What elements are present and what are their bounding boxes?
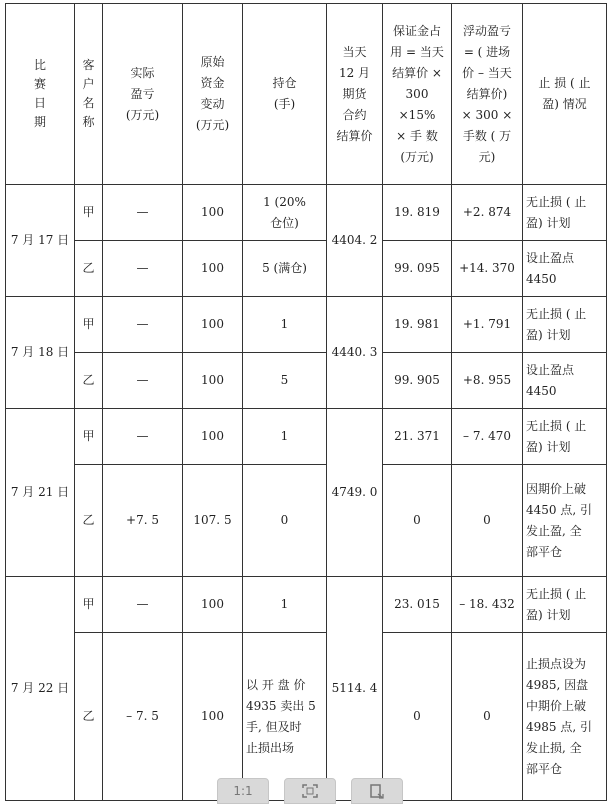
zoom-actual-button[interactable] [217,778,269,804]
date-cell-text: 7 月 18 日 [10,345,70,359]
margin-cell-text: 19. 981 [394,317,440,331]
stop-cell-text: 无止损 ( 止 盈) 计划 [526,586,587,622]
float-pl-cell [452,185,523,241]
margin-cell-text: 99. 905 [394,373,440,387]
date-cell-text: 7 月 17 日 [10,233,70,247]
position-cell [243,353,327,409]
margin-cell-text: 99. 095 [394,261,440,275]
stop-cell-text: 无止损 ( 止 盈) 计划 [526,306,587,342]
settle-price-cell-text: 4440. 3 [331,345,378,359]
float-pl-cell-text: +1. 791 [462,317,512,331]
header-position-text: 持仓 (手) [272,76,297,111]
orig-funds-cell-text: 100 [201,205,224,219]
actual-pl-cell-text: — [136,373,149,387]
actual-pl-cell-text: — [136,261,149,275]
client-cell [75,465,103,577]
table-row [6,353,607,409]
viewer-toolbar [0,778,616,804]
margin-cell [383,297,452,353]
position-cell-text: 以 开 盘 价 4935 卖出 5 手, 但及时 止损出场 [246,677,316,755]
client-cell-text: 甲 [82,597,95,611]
orig-funds-cell [183,353,243,409]
position-cell [243,241,327,297]
actual-pl-cell [103,577,183,633]
settle-price-cell [327,185,383,297]
table-row [6,297,607,353]
actual-pl-cell-text: — [136,597,149,611]
table-row [6,409,607,465]
actual-pl-cell-text: +7. 5 [126,513,159,527]
actual-pl-cell [103,297,183,353]
export-icon [368,783,386,799]
stop-cell [523,353,607,409]
margin-cell [383,633,452,801]
orig-funds-cell-text: 100 [201,317,224,331]
actual-pl-cell [103,409,183,465]
header-position [243,4,327,185]
client-cell [75,577,103,633]
client-cell-text: 乙 [82,513,95,527]
header-actual-pl-text: 实际 盈亏 (万元) [125,65,160,122]
float-pl-cell-text: – 7. 470 [463,429,511,443]
position-cell [243,297,327,353]
settle-price-cell [327,409,383,577]
stop-cell [523,409,607,465]
settle-price-cell-text: 4404. 2 [331,233,378,247]
stop-cell [523,185,607,241]
orig-funds-cell [183,185,243,241]
orig-funds-cell-text: 100 [201,429,224,443]
table-row [6,465,607,577]
actual-pl-cell [103,353,183,409]
date-cell [6,185,75,297]
header-orig-funds-text: 原始 资金 变动 (万元) [195,55,230,132]
actual-pl-cell [103,633,183,801]
table-row [6,185,607,241]
float-pl-cell [452,409,523,465]
position-cell-text: 0 [280,513,289,527]
float-pl-cell [452,465,523,577]
margin-cell-text: 19. 819 [394,205,440,219]
header-stop-text: 止 损 ( 止 盈) 情况 [538,76,591,111]
date-cell [6,297,75,409]
header-date [6,4,75,185]
float-pl-cell-text: +14. 370 [459,261,515,275]
orig-funds-cell-text: 100 [201,373,224,387]
header-margin [383,4,452,185]
margin-cell-text: 21. 371 [394,429,440,443]
position-cell-text: 1 [280,317,289,331]
stop-cell-text: 止损点设为 4985, 因盘 中期价上破 4985 点, 引 发止损, 全 部平仓 [526,656,592,776]
zoom-label: 1:1 [233,784,253,798]
stop-cell-text: 无止损 ( 止 盈) 计划 [526,418,587,454]
client-cell [75,353,103,409]
orig-funds-cell [183,633,243,801]
stop-cell [523,465,607,577]
client-cell-text: 乙 [82,261,95,275]
float-pl-cell-text: +2. 874 [462,205,512,219]
position-cell [243,465,327,577]
date-cell [6,409,75,577]
margin-cell [383,353,452,409]
float-pl-cell-text: – 18. 432 [459,597,515,611]
orig-funds-cell [183,409,243,465]
table-row [6,577,607,633]
float-pl-cell-text: 0 [483,513,491,527]
float-pl-cell-text: 0 [483,709,491,723]
stop-cell-text: 设止盈点 4450 [526,250,575,286]
position-cell-text: 5 (满仓) [262,261,307,275]
settle-price-cell-text: 4749. 0 [331,485,378,499]
stop-cell [523,633,607,801]
float-pl-cell [452,353,523,409]
stop-cell-text: 设止盈点 4450 [526,362,575,398]
stop-cell [523,577,607,633]
settle-price-cell [327,297,383,409]
date-cell-text: 7 月 22 日 [10,681,70,695]
header-float-pl-text: 浮动盈亏 = ( 进场 价 – 当天 结算价) × 300 × 手数 ( 万 元) [461,23,513,164]
position-cell-text: 5 [280,373,289,387]
margin-cell [383,409,452,465]
float-pl-cell [452,577,523,633]
actual-pl-cell-text: — [136,205,149,219]
header-settle [327,4,383,185]
client-cell [75,241,103,297]
date-cell-text: 7 月 21 日 [10,485,70,499]
margin-cell-text: 0 [413,709,421,723]
float-pl-cell-text: +8. 955 [462,373,512,387]
orig-funds-cell [183,241,243,297]
orig-funds-cell-text: 107. 5 [193,513,232,527]
header-date-text: 比 赛 日 期 [33,57,46,130]
header-settle-text: 当天 12 月 期货 合约 结算价 [336,44,373,143]
stop-cell [523,241,607,297]
orig-funds-cell [183,465,243,577]
float-pl-cell [452,633,523,801]
margin-cell [383,465,452,577]
export-button[interactable] [351,778,403,804]
client-cell-text: 甲 [82,429,95,443]
header-row [6,4,607,185]
client-cell-text: 乙 [82,709,95,723]
margin-cell [383,185,452,241]
header-orig-funds [183,4,243,185]
header-stop [523,4,607,185]
actual-pl-cell [103,241,183,297]
position-cell [243,577,327,633]
client-cell [75,185,103,241]
actual-pl-cell-text: — [136,429,149,443]
position-cell [243,409,327,465]
position-cell [243,185,327,241]
table-row [6,241,607,297]
settle-price-cell [327,577,383,801]
orig-funds-cell-text: 100 [201,261,224,275]
orig-funds-cell [183,297,243,353]
date-cell [6,577,75,801]
header-float-pl [452,4,523,185]
orig-funds-cell-text: 100 [201,597,224,611]
orig-funds-cell [183,577,243,633]
margin-cell-text: 23. 015 [394,597,440,611]
actual-pl-cell-text: – 7. 5 [126,709,159,723]
header-client [75,4,103,185]
header-client-text: 客 户 名 称 [82,57,95,130]
orig-funds-cell-text: 100 [201,709,224,723]
position-cell [243,633,327,801]
actual-pl-cell [103,465,183,577]
position-cell-text: 1 [280,597,289,611]
header-margin-text: 保证金占 用 = 当天 结算价 × 300 ×15% × 手 数 (万元) [390,23,444,164]
settle-price-cell-text: 5114. 4 [331,681,378,695]
table-row [6,633,607,801]
fit-page-button[interactable] [284,778,336,804]
stop-cell [523,297,607,353]
margin-cell [383,241,452,297]
stop-cell-text: 无止损 ( 止 盈) 计划 [526,194,587,230]
actual-pl-cell-text: — [136,317,149,331]
client-cell [75,633,103,801]
position-cell-text: 1 [280,429,289,443]
position-cell-text: 1 (20% 仓位) [263,194,306,230]
futures-table [5,3,607,801]
margin-cell-text: 0 [413,513,421,527]
client-cell-text: 甲 [82,205,95,219]
float-pl-cell [452,297,523,353]
client-cell-text: 甲 [82,317,95,331]
client-cell [75,297,103,353]
float-pl-cell [452,241,523,297]
header-actual-pl [103,4,183,185]
stop-cell-text: 因期价上破 4450 点, 引 发止盈, 全 部平仓 [526,481,592,559]
client-cell-text: 乙 [82,373,95,387]
margin-cell [383,577,452,633]
actual-pl-cell [103,185,183,241]
fit-page-icon [301,783,319,799]
client-cell [75,409,103,465]
